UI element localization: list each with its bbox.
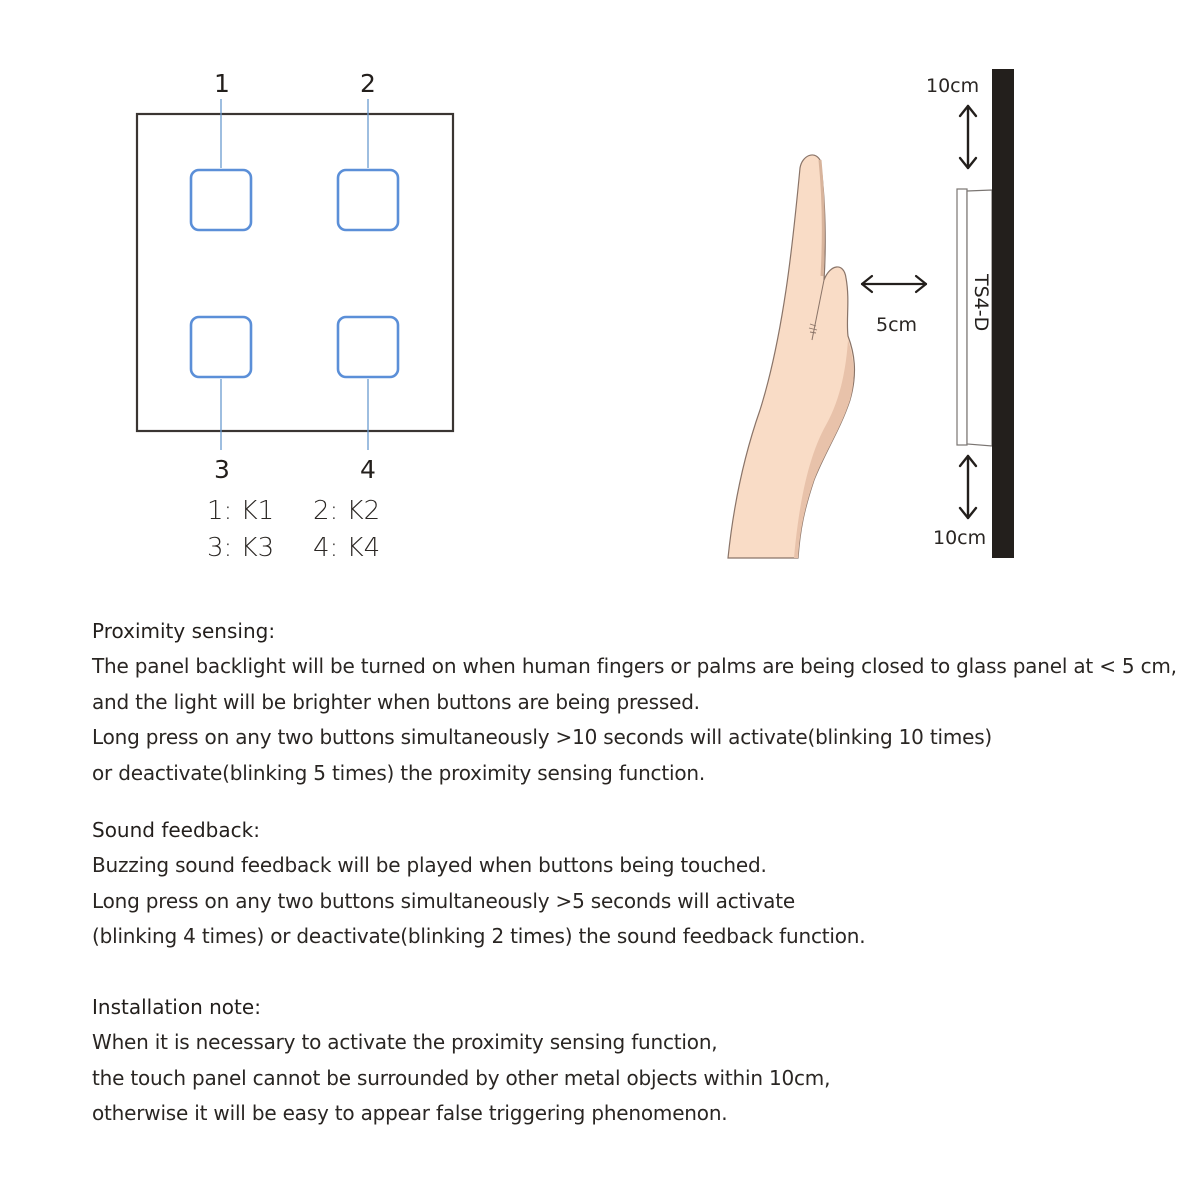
touch-button-k1	[191, 170, 251, 230]
section-line: Buzzing sound feedback will be played when buttons being touched.	[92, 853, 767, 877]
panel-outline	[137, 114, 453, 431]
hand-illustration	[728, 155, 854, 558]
section-line: Long press on any two buttons simultaneously >5 seconds will activate	[92, 888, 795, 913]
button-number-2: 2	[360, 69, 376, 98]
model-label: TS4-D	[970, 274, 992, 332]
legend-k2: 2: K2	[313, 496, 381, 526]
section-installation-note	[92, 990, 1172, 1132]
bottom-clearance-label: 10cm	[933, 527, 987, 549]
diagram-area	[0, 0, 1200, 590]
touch-button-k4	[338, 317, 398, 377]
section-line: or deactivate(blinking 5 times) the proximity sensing function.	[92, 760, 706, 785]
wall	[992, 69, 1014, 558]
legend-k1: 1: K1	[207, 496, 275, 526]
clearance-arrow-top	[960, 106, 976, 168]
legend-k3: 3: K3	[207, 533, 275, 563]
section-line: When it is necessary to activate the proximity sensing function,	[92, 1030, 718, 1054]
section-heading: Sound feedback:	[92, 818, 260, 842]
section-heading: Proximity sensing:	[92, 619, 276, 643]
side-view	[600, 0, 1200, 590]
section-line: (blinking 4 times) or deactivate(blinking 2 times) the sound feedback function.	[92, 924, 866, 948]
section-line: otherwise it will be easy to appear false triggering phenomenon.	[92, 1101, 728, 1125]
section-line: Long press on any two buttons simultaneously >10 seconds will activate(blinking 10 times)	[92, 725, 993, 749]
hand-distance-label: 5cm	[876, 314, 918, 336]
touch-button-k2	[338, 170, 398, 230]
button-number-1: 1	[214, 69, 230, 98]
section-line: and the light will be brighter when buttons are being pressed.	[92, 689, 700, 714]
distance-arrow-horizontal	[862, 276, 926, 292]
clearance-arrow-bottom	[960, 456, 976, 518]
touch-button-k3	[191, 317, 251, 377]
button-number-3: 3	[214, 455, 230, 484]
top-clearance-label: 10cm	[926, 75, 980, 97]
panel-front-view	[0, 0, 600, 590]
section-proximity-sensing	[92, 614, 1177, 791]
section-sound-feedback	[92, 813, 1172, 955]
button-number-4: 4	[360, 455, 376, 484]
legend-k4: 4: K4	[313, 533, 381, 563]
section-line: The panel backlight will be turned on when human fingers or palms are being closed to glass panel at < 5 cm,	[92, 654, 1177, 678]
section-line: the touch panel cannot be surrounded by other metal objects within 10cm,	[92, 1065, 831, 1090]
section-heading: Installation note:	[92, 995, 261, 1019]
